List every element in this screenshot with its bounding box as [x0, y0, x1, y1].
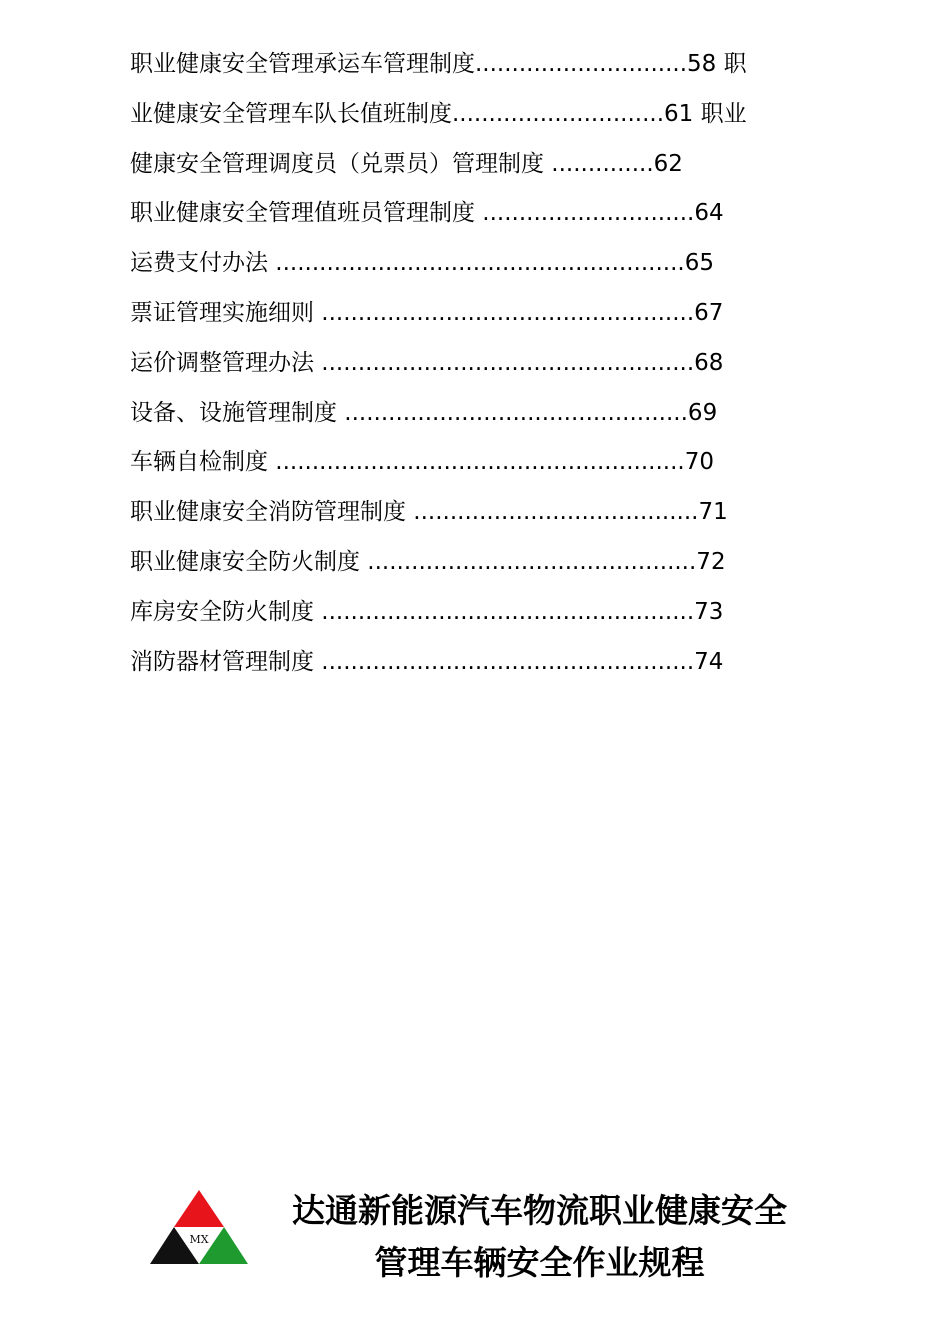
- logo-top-triangle: [174, 1190, 224, 1227]
- toc-entry: 职业健康安全防火制度 .............................................72: [130, 548, 726, 575]
- toc-entry: 设备、设施管理制度 ...............................................69: [130, 399, 718, 426]
- toc-entry: 运价调整管理办法 ...................................................68: [130, 349, 724, 376]
- toc-entry: 业健康安全管理车队长值班制度.............................61 职业: [130, 100, 747, 127]
- toc-entry: 运费支付办法 ........................................................65: [130, 250, 714, 277]
- toc-entry: 职业健康安全消防管理制度 .......................................71: [130, 499, 728, 526]
- toc-entry: 消防器材管理制度 ...................................................74: [130, 648, 724, 675]
- toc-entry: 车辆自检制度 ........................................................70: [130, 449, 714, 476]
- title-line-1: 达通新能源汽车物流职业健康安全: [292, 1191, 787, 1230]
- company-logo: [150, 1190, 248, 1264]
- table-of-contents: [130, 40, 820, 687]
- toc-entry: 健康安全管理调度员（兑票员）管理制度 ..............62: [130, 150, 683, 177]
- document-title: [262, 1185, 817, 1289]
- toc-entry: 票证管理实施细则 ...................................................67: [130, 299, 724, 326]
- title-line-2: 管理车辆安全作业规程: [374, 1243, 705, 1282]
- toc-entry: 职业健康安全管理值班员管理制度 .............................64: [130, 200, 724, 227]
- toc-entry: 职业健康安全管理承运车管理制度.............................58 职: [130, 51, 747, 77]
- toc-entry: 库房安全防火制度 ...................................................73: [130, 598, 724, 625]
- logo-text: MX: [189, 1233, 209, 1246]
